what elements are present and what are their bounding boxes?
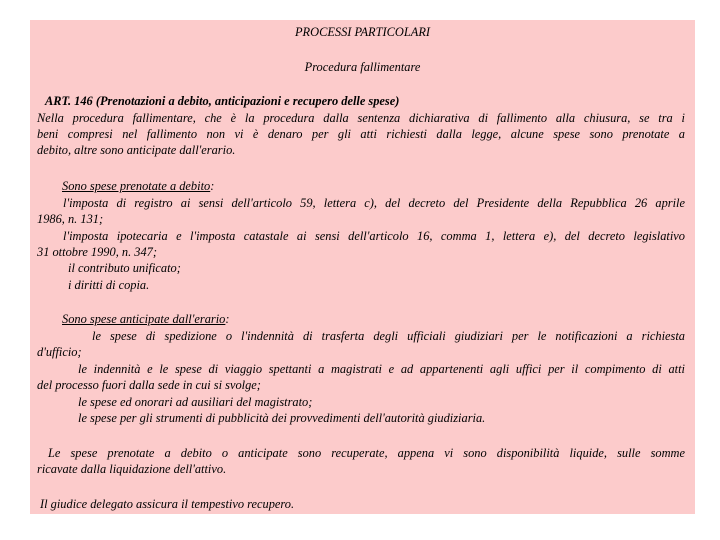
erario-item: le spese per gli strumenti di pubblicità dei provvedimenti dell'autorità giudiziaria. (78, 411, 486, 425)
intro-line: beni compresi nel fallimento non vi è denaro per gli atti richiesti dalla legge, alcune spese sono prenotate a (37, 127, 685, 141)
section-erario-heading-text: Sono spese anticipate dall'erario (62, 312, 226, 326)
closing-line: Il giudice delegato assicura il tempestivo recupero. (40, 497, 295, 511)
article-heading: ART. 146 (Prenotazioni a debito, anticipazioni e recupero delle spese) (45, 94, 400, 108)
section-erario-heading (62, 311, 230, 328)
page-subtitle: Procedura fallimentare (304, 60, 421, 74)
section-debito-heading-text: Sono spese prenotate a debito (62, 179, 211, 193)
recovery-line: ricavate dalla liquidazione dell'attivo. (37, 462, 227, 476)
debito-item: 31 ottobre 1990, n. 347; (37, 245, 157, 259)
debito-item: il contributo unificato; (68, 261, 181, 275)
debito-item: l'imposta ipotecaria e l'imposta catastale ai sensi dell'articolo 16, comma 1, lettera e), del decreto legislativo (63, 229, 685, 243)
erario-item: d'ufficio; (37, 345, 82, 359)
section-debito-heading-suffix: : (210, 179, 215, 193)
section-debito-heading (62, 178, 214, 195)
erario-item: del processo fuori dalla sede in cui si svolge; (37, 378, 261, 392)
erario-item: le spese di spedizione o l'indennità di trasferta degli ufficiali giudiziari per le notificazioni a richiesta (92, 329, 685, 343)
intro-line: Nella procedura fallimentare, che è la procedura dalla sentenza dichiarativa di fallimento alla chiusura, se tra i (37, 111, 685, 125)
debito-item: i diritti di copia. (68, 278, 150, 292)
intro-line: debito, altre sono anticipate dall'erario. (37, 143, 236, 157)
page-title: PROCESSI PARTICOLARI (294, 25, 431, 39)
debito-item: l'imposta di registro ai sensi dell'articolo 59, lettera c), del decreto del Presidente della Repubblica 26 aprile (63, 196, 685, 210)
erario-item: le spese ed onorari ad ausiliari del magistrato; (78, 395, 313, 409)
debito-item: 1986, n. 131; (37, 212, 104, 226)
erario-item: le indennità e le spese di viaggio spettanti a magistrati e ad appartenenti agli uffici per il compimento di atti (78, 362, 685, 376)
section-erario-heading-suffix: : (225, 312, 230, 326)
document-page (30, 20, 695, 514)
recovery-line: Le spese prenotate a debito o anticipate sono recuperate, appena vi sono disponibilità liquide, sulle somme (48, 446, 685, 460)
